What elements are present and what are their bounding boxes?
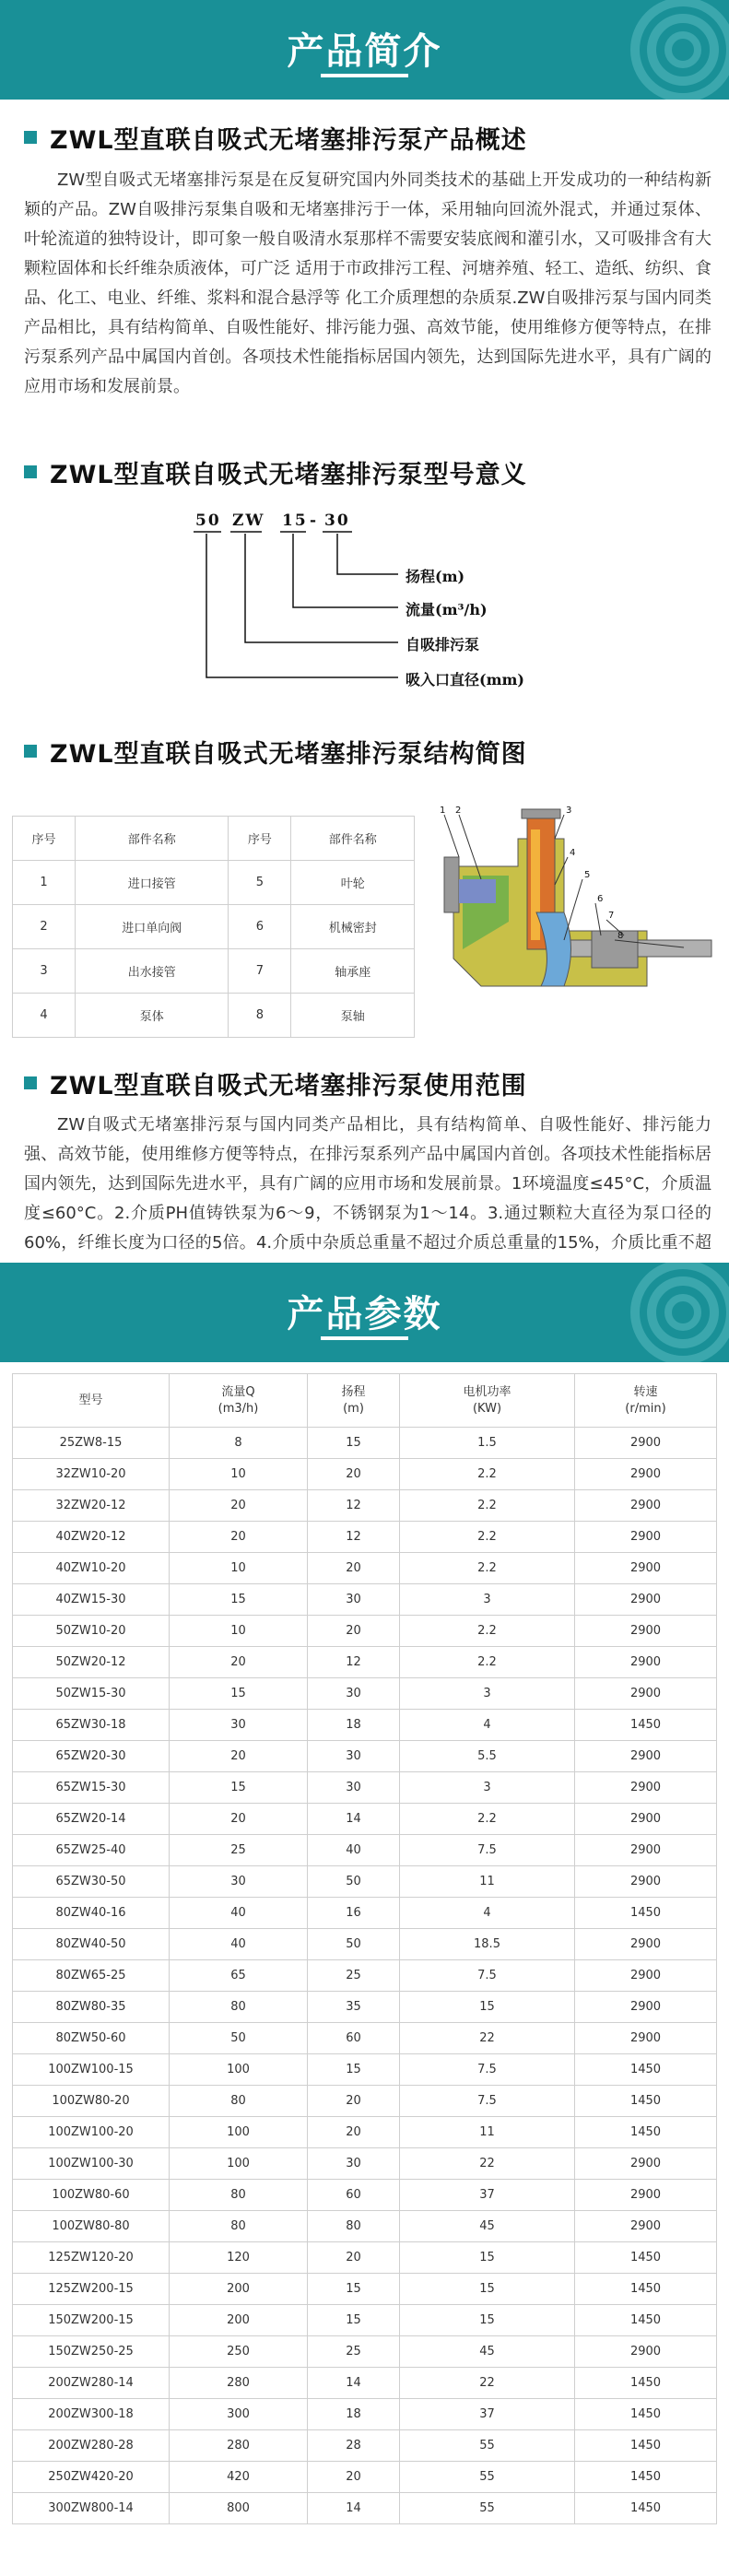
- table-cell: 10: [170, 1459, 308, 1490]
- table-row: [13, 1553, 717, 1584]
- table-cell: 2.2: [400, 1616, 575, 1647]
- label-inlet-diameter: 吸入口直径(mm): [406, 671, 525, 688]
- section-heading-structure: [24, 737, 527, 769]
- table-cell: 80ZW40-50: [13, 1929, 170, 1960]
- header-cell: 部件名称: [291, 817, 415, 861]
- table-cell: 5.5: [400, 1741, 575, 1772]
- label-flow: 流量(m³/h): [406, 601, 488, 618]
- table-cell: 80ZW65-25: [13, 1960, 170, 1992]
- table-cell: 80: [170, 1992, 308, 2023]
- table-cell: 50ZW10-20: [13, 1616, 170, 1647]
- table-cell: 25: [308, 1960, 400, 1992]
- table-cell: 125ZW120-20: [13, 2242, 170, 2274]
- table-cell: 1450: [575, 2493, 717, 2524]
- table-cell: 100ZW100-30: [13, 2148, 170, 2180]
- table-cell: 20: [308, 2086, 400, 2117]
- table-cell: 32ZW10-20: [13, 1459, 170, 1490]
- code-connector-lines: [194, 502, 581, 696]
- table-cell: 20: [308, 1553, 400, 1584]
- table-cell: 2900: [575, 1835, 717, 1866]
- section-title: ZWL型直联自吸式无堵塞排污泵型号意义: [50, 460, 527, 489]
- table-row: [13, 2274, 717, 2305]
- table-cell: 10: [170, 1553, 308, 1584]
- table-cell: 2900: [575, 1522, 717, 1553]
- table-cell: 200: [170, 2305, 308, 2336]
- callout-7: 7: [608, 911, 615, 921]
- table-cell: 2900: [575, 1428, 717, 1459]
- table-cell: 20: [170, 1741, 308, 1772]
- table-cell: 100ZW80-80: [13, 2211, 170, 2242]
- table-cell: 420: [170, 2462, 308, 2493]
- table-cell: 4: [13, 994, 76, 1038]
- table-cell: 1450: [575, 1898, 717, 1929]
- table-row: [13, 1866, 717, 1898]
- overview-paragraph: ZW型自吸式无堵塞排污泵是在反复研究国内外同类技术的基础上开发成功的一种结构新颖的产品。ZW自吸排污泵集自吸和无堵塞排污于一体，采用轴向回流外混式，并通过泵体、叶轮流道的独特设计，即可象一般自吸清水泵那样不需要安装底阀和灌引水，又可吸排含有大颗粒固体和长纤维杂质液体，可广泛 适用于市政排污工程、河塘养殖、轻工、造纸、纺织、食品、化工、电业、纤维、浆料和混合悬浮等 化工介质理想的杂质泵.ZW自吸排污泵与国内同类产品相比，具有结构简单、自吸性能好、排污能力强、高效节能，使用维修方便等特点，在排污泵系列产品中属国内首创。各项技术性能指标居国内领先，达到国际先进水平，具有广阔的应用市场和发展前景。: [24, 171, 711, 396]
- bullet-square-icon: [24, 131, 37, 144]
- header-model: 型号: [13, 1374, 170, 1428]
- table-cell: 150ZW250-25: [13, 2336, 170, 2368]
- params-table-body: [13, 1428, 717, 2524]
- table-cell: 125ZW200-15: [13, 2274, 170, 2305]
- table-cell: 22: [400, 2023, 575, 2054]
- table-cell: 50ZW15-30: [13, 1678, 170, 1710]
- callout-5: 5: [584, 870, 591, 880]
- table-cell: 3: [400, 1772, 575, 1804]
- table-cell: 2900: [575, 1678, 717, 1710]
- table-cell: 18: [308, 1710, 400, 1741]
- table-cell: 65ZW15-30: [13, 1772, 170, 1804]
- pump-cross-section-illustration: [426, 802, 719, 1023]
- table-row: [13, 2180, 717, 2211]
- table-cell: 2900: [575, 1992, 717, 2023]
- table-row: [13, 1804, 717, 1835]
- table-cell: 15: [400, 2305, 575, 2336]
- section-title: ZWL型直联自吸式无堵塞排污泵结构简图: [50, 739, 527, 769]
- bullet-square-icon: [24, 1076, 37, 1089]
- table-cell: 10: [170, 1616, 308, 1647]
- table-row: [13, 1960, 717, 1992]
- table-cell: 80: [170, 2086, 308, 2117]
- table-cell: 4: [400, 1710, 575, 1741]
- table-cell: 30: [308, 2148, 400, 2180]
- table-cell: 280: [170, 2368, 308, 2399]
- header-cell: 序号: [229, 817, 291, 861]
- section-title: ZWL型直联自吸式无堵塞排污泵使用范围: [50, 1071, 527, 1100]
- table-cell: 2900: [575, 1772, 717, 1804]
- table-cell: 1450: [575, 2242, 717, 2274]
- table-cell: 15: [400, 1992, 575, 2023]
- table-cell: 12: [308, 1490, 400, 1522]
- table-cell: 14: [308, 2368, 400, 2399]
- table-row: [13, 994, 415, 1038]
- table-cell: 2900: [575, 1459, 717, 1490]
- table-cell: 50: [308, 1929, 400, 1960]
- table-row: [13, 1584, 717, 1616]
- table-row: [13, 905, 415, 949]
- table-cell: 50ZW20-12: [13, 1647, 170, 1678]
- table-cell: 65ZW25-40: [13, 1835, 170, 1866]
- table-cell: 100ZW100-20: [13, 2117, 170, 2148]
- table-cell: 叶轮: [291, 861, 415, 905]
- table-cell: 25: [308, 2336, 400, 2368]
- table-cell: 2900: [575, 1553, 717, 1584]
- table-cell: 15: [170, 1678, 308, 1710]
- header-speed: 转速 (r/min): [575, 1374, 717, 1428]
- table-cell: 200ZW280-28: [13, 2430, 170, 2462]
- banner-title: 产品简介: [287, 30, 442, 73]
- table-row: [13, 2086, 717, 2117]
- table-cell: 20: [170, 1490, 308, 1522]
- table-cell: 80: [170, 2211, 308, 2242]
- table-row: [13, 2336, 717, 2368]
- table-cell: 37: [400, 2180, 575, 2211]
- table-row: [13, 2462, 717, 2493]
- table-cell: 30: [170, 1710, 308, 1741]
- bullet-square-icon: [24, 465, 37, 478]
- table-row: [13, 2117, 717, 2148]
- table-row: [13, 2305, 717, 2336]
- table-cell: 5: [229, 861, 291, 905]
- table-cell: 2900: [575, 2180, 717, 2211]
- table-cell: 100ZW80-60: [13, 2180, 170, 2211]
- table-row: [13, 1647, 717, 1678]
- table-cell: 15: [170, 1772, 308, 1804]
- table-row: [13, 1522, 717, 1553]
- table-row: [13, 2148, 717, 2180]
- product-params-table: [12, 1373, 717, 2524]
- table-cell: 25: [170, 1835, 308, 1866]
- table-cell: 12: [308, 1522, 400, 1553]
- table-row: [13, 2211, 717, 2242]
- table-cell: 1450: [575, 2305, 717, 2336]
- banner-product-params: [0, 1263, 729, 1362]
- table-cell: 20: [308, 2242, 400, 2274]
- table-cell: 40ZW10-20: [13, 1553, 170, 1584]
- table-cell: 280: [170, 2430, 308, 2462]
- table-cell: 20: [308, 2117, 400, 2148]
- table-cell: 8: [170, 1428, 308, 1459]
- table-cell: 16: [308, 1898, 400, 1929]
- table-cell: 15: [170, 1584, 308, 1616]
- table-cell: 22: [400, 2148, 575, 2180]
- table-cell: 2900: [575, 1929, 717, 1960]
- table-cell: 3: [400, 1678, 575, 1710]
- banner-underline: [321, 74, 408, 77]
- table-cell: 800: [170, 2493, 308, 2524]
- table-cell: 2900: [575, 1741, 717, 1772]
- header-cell: 序号: [13, 817, 76, 861]
- table-cell: 200ZW280-14: [13, 2368, 170, 2399]
- table-cell: 15: [400, 2242, 575, 2274]
- table-cell: 40: [170, 1898, 308, 1929]
- table-cell: 18: [308, 2399, 400, 2430]
- table-cell: 28: [308, 2430, 400, 2462]
- structure-parts-table: [12, 816, 415, 1038]
- header-power: 电机功率 (KW): [400, 1374, 575, 1428]
- section-heading-model: [24, 458, 527, 489]
- table-cell: 7.5: [400, 2086, 575, 2117]
- table-cell: 15: [308, 2274, 400, 2305]
- table-row: [13, 1772, 717, 1804]
- table-cell: 2.2: [400, 1490, 575, 1522]
- table-cell: 80ZW50-60: [13, 2023, 170, 2054]
- label-head: 扬程(m): [406, 568, 465, 585]
- table-row: [13, 1459, 717, 1490]
- banner-title: 产品参数: [287, 1293, 442, 1335]
- table-cell: 2900: [575, 2148, 717, 2180]
- callout-4: 4: [570, 848, 576, 858]
- table-cell: 80: [308, 2211, 400, 2242]
- table-cell: 2900: [575, 1647, 717, 1678]
- table-row: [13, 1710, 717, 1741]
- table-row: [13, 2430, 717, 2462]
- table-cell: 2900: [575, 1490, 717, 1522]
- table-cell: 7.5: [400, 2054, 575, 2086]
- banner-product-intro: [0, 0, 729, 100]
- table-cell: 8: [229, 994, 291, 1038]
- table-cell: 7: [229, 949, 291, 994]
- code-head: 30: [324, 512, 350, 530]
- code-type: ZW: [232, 512, 265, 530]
- table-cell: 40ZW15-30: [13, 1584, 170, 1616]
- table-cell: 6: [229, 905, 291, 949]
- table-cell: 7.5: [400, 1960, 575, 1992]
- table-cell: 7.5: [400, 1835, 575, 1866]
- bullet-square-icon: [24, 745, 37, 758]
- table-cell: 37: [400, 2399, 575, 2430]
- table-cell: 65ZW30-18: [13, 1710, 170, 1741]
- table-cell: 2900: [575, 1866, 717, 1898]
- callout-1: 1: [440, 806, 446, 816]
- table-row: [13, 2368, 717, 2399]
- table-row: [13, 1428, 717, 1459]
- table-cell: 80ZW80-35: [13, 1992, 170, 2023]
- table-cell: 2900: [575, 1584, 717, 1616]
- table-cell: 200ZW300-18: [13, 2399, 170, 2430]
- table-row: [13, 2023, 717, 2054]
- table-header-row: [13, 1374, 717, 1428]
- table-cell: 55: [400, 2430, 575, 2462]
- table-cell: 15: [308, 1428, 400, 1459]
- table-cell: 50: [308, 1866, 400, 1898]
- table-cell: 45: [400, 2336, 575, 2368]
- table-header-row: [13, 817, 415, 861]
- table-cell: 300ZW800-14: [13, 2493, 170, 2524]
- header-flow: 流量Q (m3/h): [170, 1374, 308, 1428]
- table-cell: 2: [13, 905, 76, 949]
- table-cell: 1450: [575, 2399, 717, 2430]
- table-cell: 2.2: [400, 1522, 575, 1553]
- table-cell: 30: [308, 1772, 400, 1804]
- table-cell: 22: [400, 2368, 575, 2399]
- section-heading-overview: [24, 124, 527, 155]
- table-row: [13, 1835, 717, 1866]
- table-cell: 14: [308, 1804, 400, 1835]
- table-cell: 2.2: [400, 1804, 575, 1835]
- table-cell: 14: [308, 2493, 400, 2524]
- table-cell: 65: [170, 1960, 308, 1992]
- table-row: [13, 2242, 717, 2274]
- table-cell: 机械密封: [291, 905, 415, 949]
- table-row: [13, 1678, 717, 1710]
- table-cell: 1450: [575, 2430, 717, 2462]
- table-cell: 20: [308, 1616, 400, 1647]
- table-row: [13, 1741, 717, 1772]
- table-cell: 100: [170, 2117, 308, 2148]
- table-row: [13, 1490, 717, 1522]
- table-cell: 11: [400, 1866, 575, 1898]
- table-cell: 100ZW100-15: [13, 2054, 170, 2086]
- table-cell: 80: [170, 2180, 308, 2211]
- table-cell: 2900: [575, 1960, 717, 1992]
- table-row: [13, 861, 415, 905]
- table-cell: 250: [170, 2336, 308, 2368]
- table-cell: 2900: [575, 2023, 717, 2054]
- table-row: [13, 1929, 717, 1960]
- table-cell: 12: [308, 1647, 400, 1678]
- table-row: [13, 949, 415, 994]
- table-cell: 120: [170, 2242, 308, 2274]
- banner-underline: [321, 1336, 408, 1340]
- table-cell: 3: [400, 1584, 575, 1616]
- table-cell: 15: [308, 2305, 400, 2336]
- table-cell: 80ZW40-16: [13, 1898, 170, 1929]
- table-cell: 20: [170, 1647, 308, 1678]
- table-cell: 2900: [575, 1804, 717, 1835]
- table-cell: 2.2: [400, 1647, 575, 1678]
- table-cell: 55: [400, 2493, 575, 2524]
- table-cell: 32ZW20-12: [13, 1490, 170, 1522]
- table-cell: 3: [13, 949, 76, 994]
- table-cell: 1: [13, 861, 76, 905]
- table-cell: 65ZW30-50: [13, 1866, 170, 1898]
- table-cell: 20: [170, 1522, 308, 1553]
- callout-8: 8: [617, 931, 624, 941]
- table-row: [13, 1992, 717, 2023]
- callout-3: 3: [566, 806, 572, 816]
- table-row: [13, 1616, 717, 1647]
- model-code-diagram: [194, 502, 581, 696]
- table-cell: 进口单向阀: [76, 905, 229, 949]
- table-cell: 60: [308, 2180, 400, 2211]
- table-cell: 15: [400, 2274, 575, 2305]
- table-cell: 250ZW420-20: [13, 2462, 170, 2493]
- table-cell: 40: [170, 1929, 308, 1960]
- table-cell: 45: [400, 2211, 575, 2242]
- table-cell: 4: [400, 1898, 575, 1929]
- table-cell: 1450: [575, 2054, 717, 2086]
- table-cell: 1.5: [400, 1428, 575, 1459]
- table-cell: 2.2: [400, 1459, 575, 1490]
- table-cell: 30: [170, 1866, 308, 1898]
- table-cell: 30: [308, 1678, 400, 1710]
- section-heading-usage: [24, 1069, 527, 1100]
- table-cell: 100: [170, 2148, 308, 2180]
- table-cell: 2900: [575, 2336, 717, 2368]
- table-cell: 30: [308, 1741, 400, 1772]
- table-cell: 2900: [575, 2211, 717, 2242]
- table-cell: 200: [170, 2274, 308, 2305]
- header-cell: 部件名称: [76, 817, 229, 861]
- table-cell: 1450: [575, 2274, 717, 2305]
- table-cell: 20: [308, 1459, 400, 1490]
- table-cell: 1450: [575, 2086, 717, 2117]
- table-cell: 300: [170, 2399, 308, 2430]
- callout-2: 2: [455, 806, 462, 816]
- code-flow: 15: [282, 512, 308, 530]
- table-cell: 65ZW20-30: [13, 1741, 170, 1772]
- table-cell: 11: [400, 2117, 575, 2148]
- table-cell: 15: [308, 2054, 400, 2086]
- table-cell: 泵体: [76, 994, 229, 1038]
- table-cell: 18.5: [400, 1929, 575, 1960]
- table-cell: 100ZW80-20: [13, 2086, 170, 2117]
- table-cell: 40: [308, 1835, 400, 1866]
- table-cell: 2.2: [400, 1553, 575, 1584]
- header-head: 扬程 (m): [308, 1374, 400, 1428]
- table-cell: 150ZW200-15: [13, 2305, 170, 2336]
- table-row: [13, 2399, 717, 2430]
- table-cell: 40ZW20-12: [13, 1522, 170, 1553]
- callout-6: 6: [597, 894, 604, 904]
- table-cell: 30: [308, 1584, 400, 1616]
- table-cell: 35: [308, 1992, 400, 2023]
- table-cell: 出水接管: [76, 949, 229, 994]
- table-cell: 100: [170, 2054, 308, 2086]
- code-separator: -: [310, 512, 319, 530]
- table-cell: 25ZW8-15: [13, 1428, 170, 1459]
- table-row: [13, 2493, 717, 2524]
- table-cell: 泵轴: [291, 994, 415, 1038]
- table-cell: 1450: [575, 2368, 717, 2399]
- table-cell: 20: [308, 2462, 400, 2493]
- table-cell: 65ZW20-14: [13, 1804, 170, 1835]
- table-row: [13, 2054, 717, 2086]
- table-cell: 进口接管: [76, 861, 229, 905]
- table-cell: 20: [170, 1804, 308, 1835]
- table-cell: 1450: [575, 2462, 717, 2493]
- usage-paragraph: ZW自吸式无堵塞排污泵与国内同类产品相比，具有结构简单、自吸性能好、排污能力强、高效节能，使用维修方便等特点，在排污泵系列产品中属国内首创。各项技术性能指标居国内领先，达到国际先进水平，具有广阔的应用市场和发展前景。1环境温度≤45°C，介质温度≤60°C。2.介质PH值铸铁泵为6～9，不锈钢泵为1～14。3.通过颗粒大直径为泵口径的60%，纤维长度为口径的5倍。4.介质中杂质总重量不超过介质总重量的15%，介质比重不超: [24, 1115, 711, 1253]
- table-row: [13, 1898, 717, 1929]
- code-diameter: 50: [195, 512, 221, 530]
- section-title: ZWL型直联自吸式无堵塞排污泵产品概述: [50, 125, 527, 155]
- table-cell: 1450: [575, 1710, 717, 1741]
- table-cell: 50: [170, 2023, 308, 2054]
- table-cell: 55: [400, 2462, 575, 2493]
- table-cell: 1450: [575, 2117, 717, 2148]
- table-cell: 2900: [575, 1616, 717, 1647]
- label-pump-type: 自吸排污泵: [406, 636, 480, 653]
- table-cell: 轴承座: [291, 949, 415, 994]
- table-cell: 60: [308, 2023, 400, 2054]
